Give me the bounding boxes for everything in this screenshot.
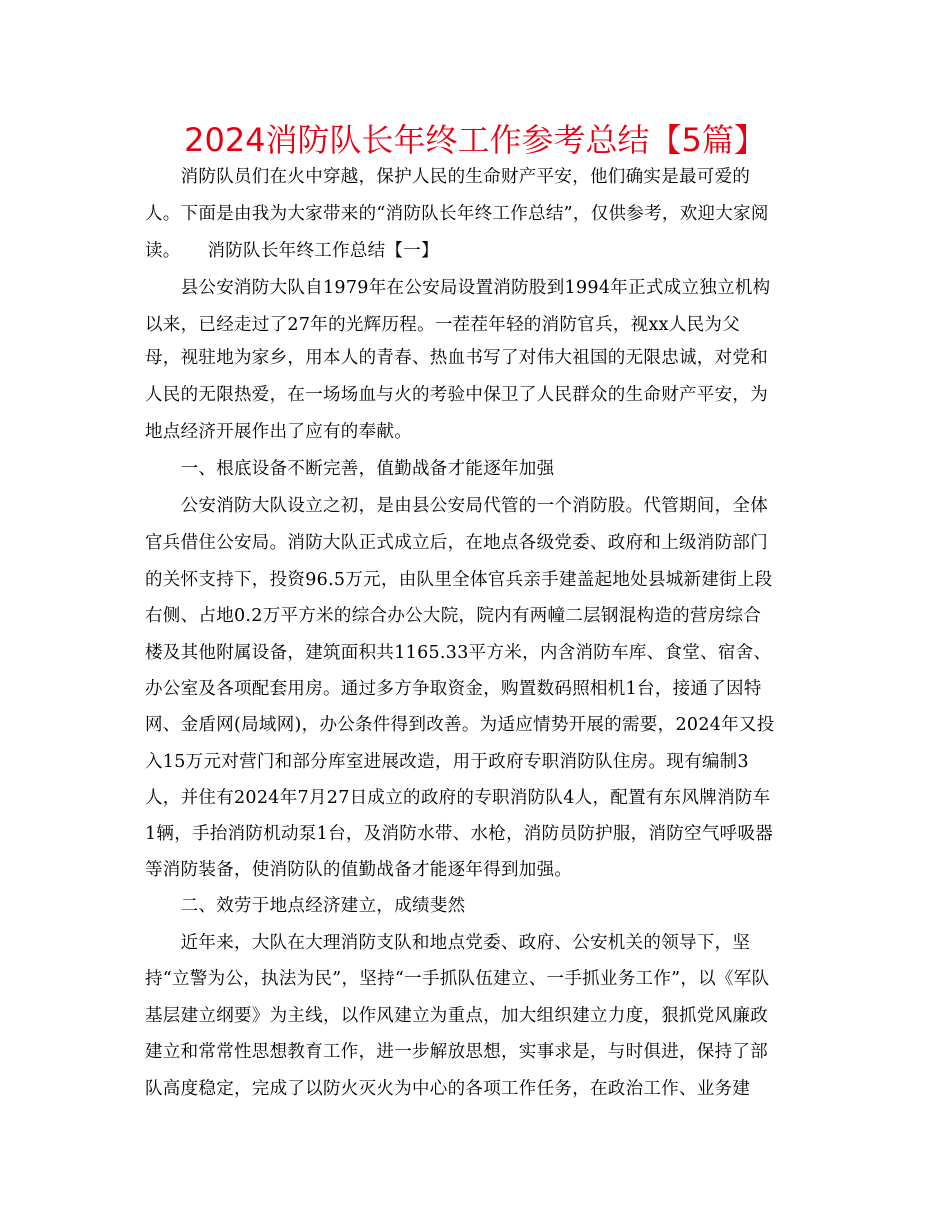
body-line: 人，并住有2024年7月27日成立的政府的专职消防队4人，配置有东风牌消防车 (145, 788, 771, 808)
body-line: 近年来，大队在大理消防支队和地点党委、政府、公安机关的领导下，坚 (145, 933, 751, 953)
body-line: 等消防装备，使消防队的值勤战备才能逐年得到加强。 (145, 860, 573, 880)
body-line: 队高度稳定，完成了以防火灭火为中心的各项工作任务，在政治工作、业务建 (145, 1079, 751, 1099)
body-line: 的关怀支持下，投资96.5万元，由队里全体官兵亲手建盖起地处县城新建街上段 (145, 570, 773, 590)
body-line: 办公室及各项配套用房。通过多方争取资金，购置数码照相机1台，接通了因特 (145, 679, 762, 699)
body-line: 楼及其他附属设备，建筑面积共1165.33平方米，内含消防车库、食堂、宿舍、 (145, 643, 772, 663)
body-line: 建立和常常性思想教育工作，进一步解放思想，实事求是，与时俱进，保持了部 (145, 1042, 768, 1062)
body-line: 官兵借住公安局。消防大队正式成立后，在地点各级党委、政府和上级消防部门 (145, 533, 768, 553)
body-line: 读。 消防队长年终工作总结【一】 (145, 241, 439, 261)
body-line: 入15万元对营门和部分库室进展改造，用于政府专职消防队住房。现有编制3 (145, 752, 749, 772)
body-line: 地点经济开展作出了应有的奉献。 (145, 422, 412, 442)
body-line: 县公安消防大队自1979年在公安局设置消防股到1994年正式成立独立机构 (145, 278, 771, 298)
body-line: 右侧、占地0.2万平方米的综合办公大院，院内有两幢二层钢混构造的营房综合 (145, 606, 762, 626)
body-line: 持“立警为公，执法为民”，坚持“一手抓队伍建立、一手抓业务工作”，以《军队 (145, 969, 770, 989)
body-line: 人民的无限热爱，在一场场血与火的考验中保卫了人民群众的生命财产平安，为 (145, 385, 768, 405)
body-line: 人。下面是由我为大家带来的“消防队长年终工作总结”，仅供参考，欢迎大家阅 (145, 204, 769, 224)
section-heading: 二、效劳于地点经济建立，成绩斐然 (145, 896, 466, 916)
body-line: 基层建立纲要》为主线，以作风建立为重点，加大组织建立力度，狠抓党风廉政 (145, 1006, 768, 1026)
body-line: 公安消防大队设立之初，是由县公安局代管的一个消防股。代管期间，全体 (145, 496, 768, 516)
body-line: 消防队员们在火中穿越，保护人民的生命财产平安，他们确实是最可爱的 (145, 167, 751, 187)
body-line: 母，视驻地为家乡，用本人的青春、热血书写了对伟大祖国的无限忠诚，对党和 (145, 348, 768, 368)
document-title: 2024消防队长年终工作参考总结【5篇】 (184, 121, 766, 159)
body-line: 以来，已经走过了27年的光辉历程。一茬茬年轻的消防官兵，视xx人民为父 (145, 315, 741, 335)
body-line: 1辆，手抬消防机动泵1台，及消防水带、水枪，消防员防护服，消防空气呼吸器 (145, 824, 774, 844)
body-line: 网、金盾网(局域网)，办公条件得到改善。为适应情势开展的需要，2024年又投 (145, 715, 775, 735)
section-heading: 一、根底设备不断完善，值勤战备才能逐年加强 (145, 459, 555, 479)
